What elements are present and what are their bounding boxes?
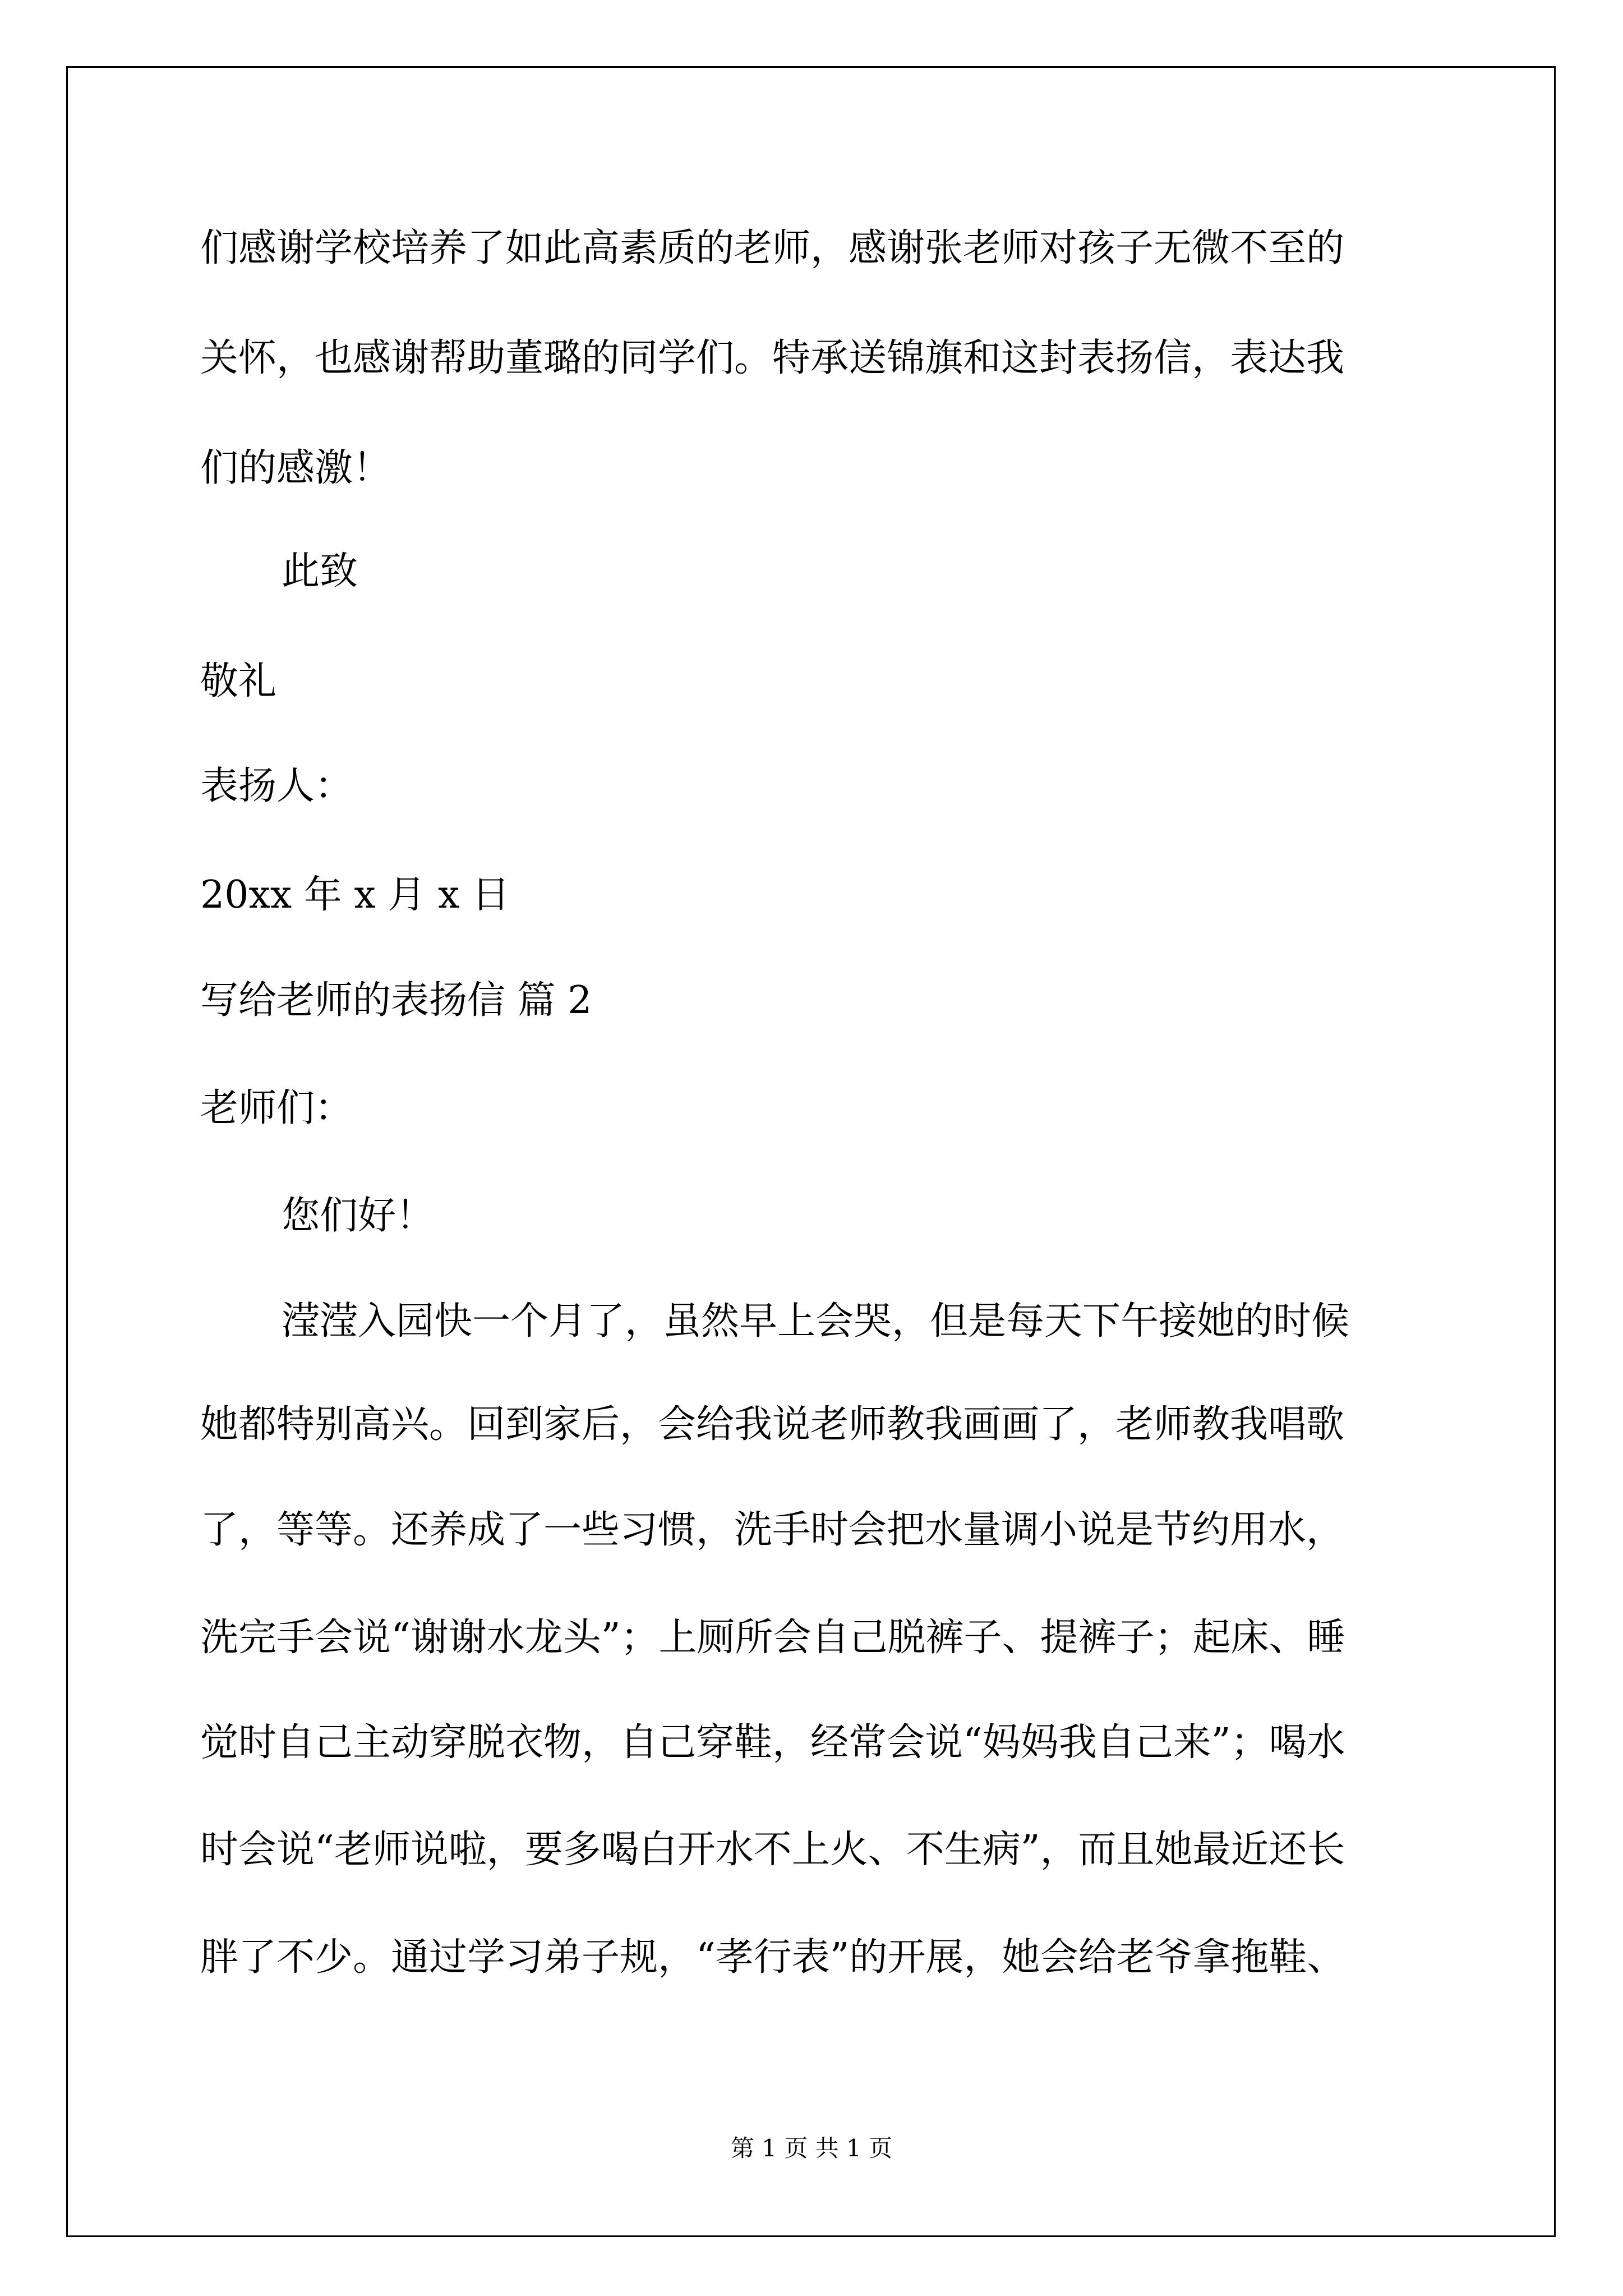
signer-label: 表扬人：: [200, 764, 353, 808]
page-number: 第 1 页 共 1 页: [730, 2134, 893, 2162]
salutation: 敬礼: [200, 659, 277, 703]
closing-line: 此致: [282, 549, 358, 593]
text-line: 洗完手会说“谢谢水龙头”；上厕所会自己脱裤子、提裤子；起床、睡: [200, 1616, 1345, 1660]
greeting-line: 您们好！: [282, 1194, 435, 1238]
text-line: 们的感激！: [200, 446, 391, 490]
page-border: [66, 66, 1556, 2237]
text-line: 滢滢入园快一个月了，虽然早上会哭，但是每天下午接她的时候: [282, 1299, 1350, 1343]
text-line: 她都特别高兴。回到家后，会给我说老师教我画画了，老师教我唱歌: [200, 1402, 1345, 1447]
text-line: 关怀，也感谢帮助董璐的同学们。特承送锦旗和这封表扬信，表达我: [200, 336, 1345, 380]
section-heading: 写给老师的表扬信 篇 2: [200, 978, 592, 1023]
text-line: 胖了不少。通过学习弟子规，“孝行表”的开展，她会给老爷拿拖鞋、: [200, 1935, 1345, 1980]
text-line: 觉时自己主动穿脱衣物，自己穿鞋，经常会说“妈妈我自己来”；喝水: [200, 1720, 1345, 1765]
text-line: 了，等等。还养成了一些习惯，洗手时会把水量调小说是节约用水，: [200, 1508, 1345, 1552]
recipient-line: 老师们：: [200, 1086, 353, 1130]
date-line: 20xx 年 x 月 x 日: [200, 873, 510, 917]
text-line: 们感谢学校培养了如此高素质的老师，感谢张老师对孩子无微不至的: [200, 226, 1345, 270]
text-line: 时会说“老师说啦，要多喝白开水不上火、不生病”，而且她最近还长: [200, 1828, 1345, 1872]
